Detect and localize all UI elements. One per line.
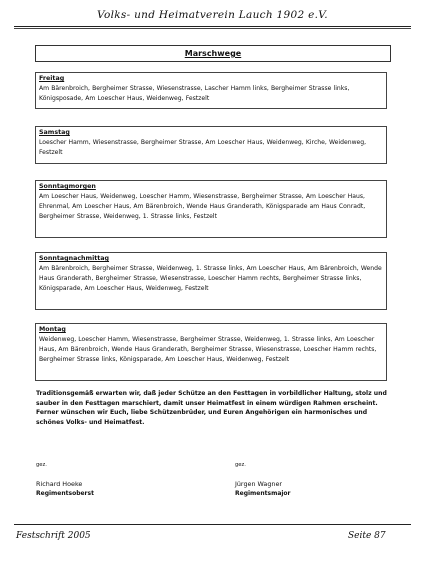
signature-role: Regimentsmajor bbox=[235, 490, 291, 497]
day-route: Am Bärenbroich, Bergheimer Strasse, Weidenweg, 1. Strasse links, Am Loescher Haus, Am Bärenbroich, Wende Haus Granderath, Bergheimer Strasse, Wiesenstrasse, Loescher Hamm rechts, Bergheimer Strasse links, Königsparade, Am Loescher Haus, Weidenweg, Festzelt bbox=[39, 265, 382, 292]
day-box-freitag bbox=[35, 72, 387, 109]
header-rule bbox=[14, 26, 411, 27]
day-box-sonntagmorgen bbox=[35, 180, 387, 238]
tradition-paragraph bbox=[36, 389, 390, 427]
day-heading: Samstag bbox=[39, 129, 70, 136]
day-box-samstag bbox=[35, 126, 387, 164]
footer-publication: Festschrift 2005 bbox=[16, 531, 91, 541]
day-heading: Sonntagnachmittag bbox=[39, 255, 110, 262]
wishes-text: Ferner wünschen wir Euch, liebe Schützenbrüder, und Euren Angehörigen ein harmonisches und schönes Volks- und Heimatfest. bbox=[36, 409, 368, 426]
gez-label: gez. bbox=[36, 462, 47, 468]
day-heading: Montag bbox=[39, 326, 66, 333]
footer-page-number: Seite 87 bbox=[348, 531, 386, 541]
tradition-text: Traditionsgemäß erwarten wir, daß jeder Schütze an den Festtagen in vorbildlicher Haltung, stolz und sauber in den Festtagen marschiert, damit unser Heimatfest in einem würdigen Rahmen erscheint. bbox=[36, 390, 387, 407]
page-title: Marschwege bbox=[184, 49, 242, 58]
signature-name: Jürgen Wagner bbox=[235, 480, 283, 488]
page-header: Volks- und Heimatverein Lauch 1902 e.V. bbox=[97, 9, 328, 21]
signature-name: Richard Hoeke bbox=[36, 480, 83, 488]
day-route: Loescher Hamm, Wiesenstrasse, Bergheimer Strasse, Am Loescher Haus, Weidenweg, Kirche, Weidenweg, Festzelt bbox=[39, 139, 367, 156]
day-route: Weidenweg, Loescher Hamm, Wiesenstrasse, Bergheimer Strasse, Weidenweg, 1. Strasse links, Am Loescher Haus, Am Bärenbroich, Wende Haus Granderath, Bergheimer Strasse, Wiesenstrasse, Loescher Hamm rechts, Bergheimer Strasse links, Königsparade, Am Loescher Haus, Weidenweg, Festzelt bbox=[39, 336, 377, 363]
day-route: Am Loescher Haus, Weidenweg, Loescher Hamm, Wiesenstrasse, Bergheimer Strasse, Am Loescher Haus, Ehrenmal, Am Loescher Haus, Am Bärenbroich, Wende Haus Granderath, Königsparade am Haus Conradt, Bergheimer Strasse, Weidenweg, 1. Strasse links, Festzelt bbox=[39, 193, 366, 220]
gez-label: gez. bbox=[235, 462, 246, 468]
day-box-montag bbox=[35, 323, 387, 381]
day-heading: Sonntagmorgen bbox=[39, 183, 96, 190]
day-heading: Freitag bbox=[39, 75, 65, 82]
signature-role: Regimentsoberst bbox=[36, 490, 94, 497]
header-rule-thin bbox=[14, 28, 411, 29]
title-box bbox=[35, 45, 391, 62]
day-route: Am Bärenbroich, Bergheimer Strasse, Wiesenstrasse, Lascher Hamm links, Bergheimer Strasse links, Königsposade, Am Loescher Haus, Weidenweg, Festzelt bbox=[39, 85, 350, 102]
footer-rule bbox=[14, 524, 411, 525]
day-box-sonntagnachmittag bbox=[35, 252, 387, 310]
